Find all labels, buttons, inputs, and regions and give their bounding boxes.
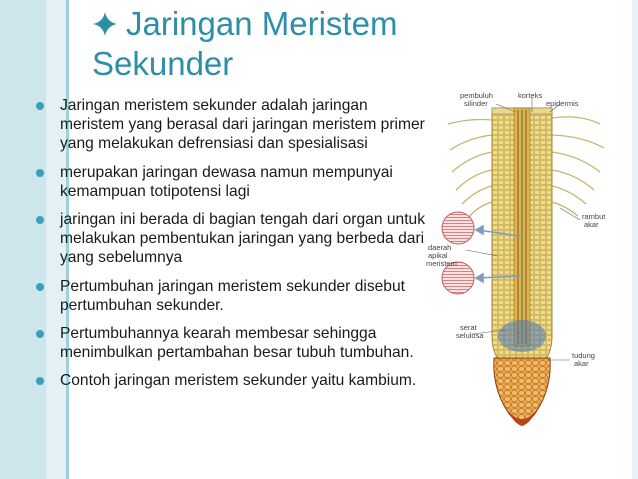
bullet-item xyxy=(32,96,427,154)
right-decor-stripe xyxy=(632,0,638,479)
bullet-dot-icon xyxy=(36,330,44,338)
bullet-text: Pertumbuhannya kearah membesar sehingga menimbulkan pertambahan besar tubuh tumbuhan. xyxy=(60,325,414,362)
title-text-1: Jaringan Meristem xyxy=(126,5,398,42)
title-line-1 xyxy=(92,4,397,44)
bullet-item xyxy=(32,210,427,268)
label-tudung-akar: akar xyxy=(574,359,589,368)
bullet-dot-icon xyxy=(36,283,44,291)
label-korteks: korteks xyxy=(518,91,543,100)
apical-meristem-zone xyxy=(498,320,546,352)
bullet-item xyxy=(32,371,427,390)
bullet-item xyxy=(32,277,427,315)
diamond-bullet-icon xyxy=(92,4,120,44)
bullet-dot-icon xyxy=(36,102,44,110)
bullet-text: jaringan ini berada di bagian tengah dari organ untuk melakukan pembentukan jaringan yang berbeda dari yang sebelumnya xyxy=(60,211,425,267)
label-meristem: meristem xyxy=(426,259,457,268)
label-epidermis: epidermis xyxy=(546,99,579,108)
bullet-item xyxy=(32,324,427,362)
bullet-list xyxy=(32,96,427,400)
bullet-item xyxy=(32,163,427,201)
label-rambut: rambut xyxy=(582,212,606,221)
slide-title xyxy=(92,4,397,84)
bullet-text: Contoh jaringan meristem sekunder yaitu kambium. xyxy=(60,372,417,390)
label-daerah: daerah xyxy=(428,243,452,252)
label-akar: akar xyxy=(584,220,599,229)
root-hairs-left xyxy=(448,120,492,219)
bullet-dot-icon xyxy=(36,169,44,177)
root-cap xyxy=(494,358,550,422)
bullet-text: merupakan jaringan dewasa namun mempunyai kemampuan totipotensi lagi xyxy=(60,163,393,200)
bullet-text: Jaringan meristem sekunder adalah jaringan meristem yang berasal dari jaringan meristem primer yang melakukan defrensiasi dan spesialisasi xyxy=(60,97,425,153)
bullet-text: Pertumbuhan jaringan meristem sekunder disebut pertumbuhan sekunder. xyxy=(60,277,405,314)
label-silinder: silinder xyxy=(464,99,488,108)
bullet-dot-icon xyxy=(36,216,44,224)
label-selulosa: selulosa xyxy=(456,331,484,340)
label-tudung: tudung xyxy=(572,351,595,360)
title-line-2: Sekunder xyxy=(92,45,234,82)
root-hairs-right xyxy=(552,117,604,216)
cell-detail-circle-top xyxy=(442,212,474,244)
root-diagram xyxy=(420,90,632,475)
label-pembuluh: pembuluh xyxy=(460,91,493,100)
label-serat: serat xyxy=(460,323,477,332)
label-apikal: apikal xyxy=(428,251,448,260)
bullet-dot-icon xyxy=(36,377,44,385)
